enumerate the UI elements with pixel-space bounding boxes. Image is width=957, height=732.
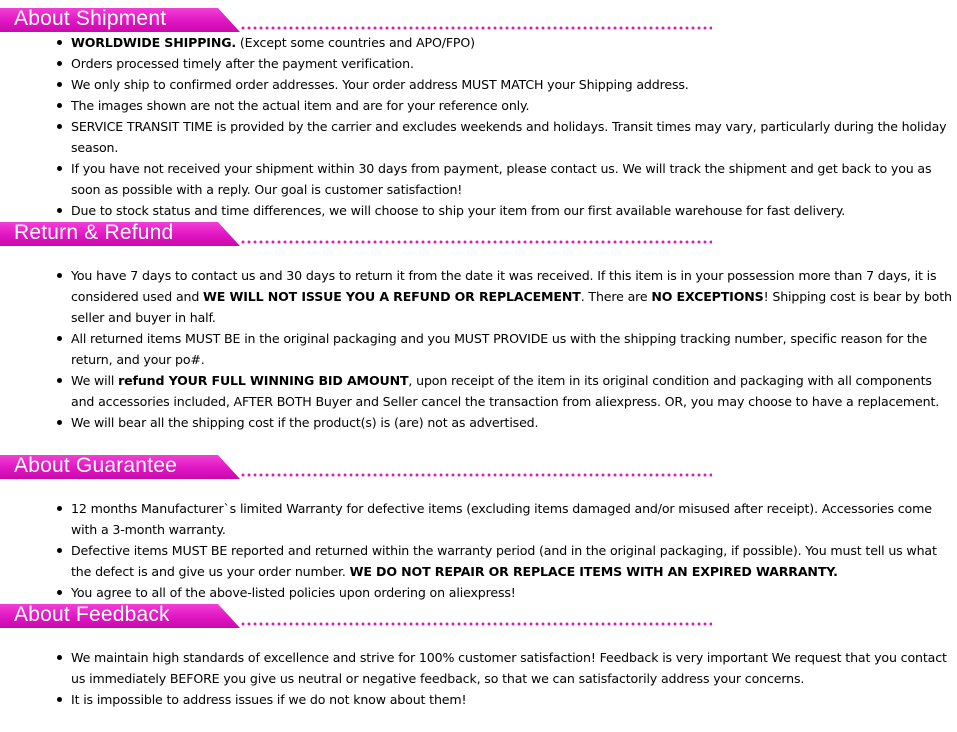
item-text: We maintain high standards of excellence and strive for 100% customer satisfaction! Feedback is very important We request that you contact us immediately BEFORE you give us neutral or negative feedback, so that we can satisfactorily address your concerns. bbox=[71, 650, 947, 686]
dotted-divider bbox=[240, 240, 712, 244]
section-title: Return & Refund bbox=[14, 221, 174, 244]
item-text: Due to stock status and time differences, we will choose to ship your item from our first available warehouse for fast delivery. bbox=[71, 203, 846, 218]
list-item bbox=[0, 53, 957, 74]
emphasis-text: WE WILL NOT ISSUE YOU A REFUND OR REPLACEMENT bbox=[203, 289, 581, 304]
item-text: You have 7 days to contact us and 30 days to return it from the date it was received. If this item is in your possession more than 7 days, it is considered used and bbox=[71, 268, 937, 304]
section-title: About Guarantee bbox=[14, 454, 177, 477]
list-item bbox=[0, 582, 957, 603]
list-item bbox=[0, 689, 957, 710]
section-return-refund bbox=[0, 221, 957, 430]
policy-list bbox=[0, 265, 957, 433]
section-title: About Shipment bbox=[14, 7, 167, 30]
emphasis-text: refund YOUR FULL WINNING BID AMOUNT bbox=[118, 373, 409, 388]
section-header bbox=[0, 7, 957, 33]
emphasis-text: WE DO NOT REPAIR OR REPLACE ITEMS WITH AN EXPIRED WARRANTY. bbox=[349, 564, 838, 579]
list-item bbox=[0, 265, 957, 328]
list-item bbox=[0, 412, 957, 433]
section-header bbox=[0, 603, 957, 629]
section-guarantee bbox=[0, 454, 957, 600]
section-feedback bbox=[0, 603, 957, 707]
item-text: , upon receipt of the item in its original condition and packaging with all components and accessories included, AFTER BOTH Buyer and Seller cancel the transaction from aliexpress. OR, you may choose to have a replacement. bbox=[71, 373, 940, 409]
section-title: About Feedback bbox=[14, 603, 170, 626]
item-text: We only ship to confirmed order addresses. Your order address MUST MATCH your Shipping address. bbox=[71, 77, 689, 92]
item-text: All returned items MUST BE in the original packaging and you MUST PROVIDE us with the shipping tracking number, specific reason for the return, and your po#. bbox=[71, 331, 928, 367]
item-text: (Except some countries and APO/FPO) bbox=[236, 35, 475, 50]
policy-list bbox=[0, 498, 957, 603]
dotted-divider bbox=[240, 473, 712, 477]
list-item bbox=[0, 328, 957, 370]
item-text: 12 months Manufacturer`s limited Warranty for defective items (excluding items damaged and/or misused after receipt). Accessories come with a 3-month warranty. bbox=[71, 501, 932, 537]
item-text: . There are bbox=[580, 289, 652, 304]
list-item bbox=[0, 647, 957, 689]
emphasis-text: NO EXCEPTIONS bbox=[651, 289, 764, 304]
policy-list bbox=[0, 32, 957, 221]
item-text: If you have not received your shipment within 30 days from payment, please contact us. We will track the shipment and get back to you as soon as possible with a reply. Our goal is customer satisfaction! bbox=[71, 161, 932, 197]
list-item bbox=[0, 498, 957, 540]
list-item bbox=[0, 74, 957, 95]
list-item bbox=[0, 200, 957, 221]
list-item bbox=[0, 95, 957, 116]
list-item bbox=[0, 540, 957, 582]
policy-list bbox=[0, 647, 957, 710]
item-text: You agree to all of the above-listed policies upon ordering on aliexpress! bbox=[71, 585, 516, 600]
item-text: The images shown are not the actual item and are for your reference only. bbox=[71, 98, 530, 113]
dotted-divider bbox=[240, 26, 712, 30]
section-header bbox=[0, 221, 957, 247]
item-text: Defective items MUST BE reported and returned within the warranty period (and in the original packaging, if possible). You must tell us what the defect is and give us your order number. bbox=[71, 543, 937, 579]
item-text: We will bbox=[71, 373, 119, 388]
item-text: Orders processed timely after the payment verification. bbox=[71, 56, 414, 71]
list-item bbox=[0, 116, 957, 158]
list-item bbox=[0, 32, 957, 53]
list-item bbox=[0, 370, 957, 412]
item-text: It is impossible to address issues if we do not know about them! bbox=[71, 692, 467, 707]
section-header bbox=[0, 454, 957, 480]
list-item bbox=[0, 158, 957, 200]
dotted-divider bbox=[240, 622, 712, 626]
item-text: SERVICE TRANSIT TIME is provided by the carrier and excludes weekends and holidays. Transit times may vary, particularly during the holiday season. bbox=[71, 119, 947, 155]
emphasis-text: WORLDWIDE SHIPPING. bbox=[71, 35, 237, 50]
item-text: ! Shipping cost is bear by both seller and buyer in half. bbox=[71, 289, 952, 325]
item-text: We will bear all the shipping cost if the product(s) is (are) not as advertised. bbox=[71, 415, 539, 430]
section-shipment bbox=[0, 7, 957, 218]
